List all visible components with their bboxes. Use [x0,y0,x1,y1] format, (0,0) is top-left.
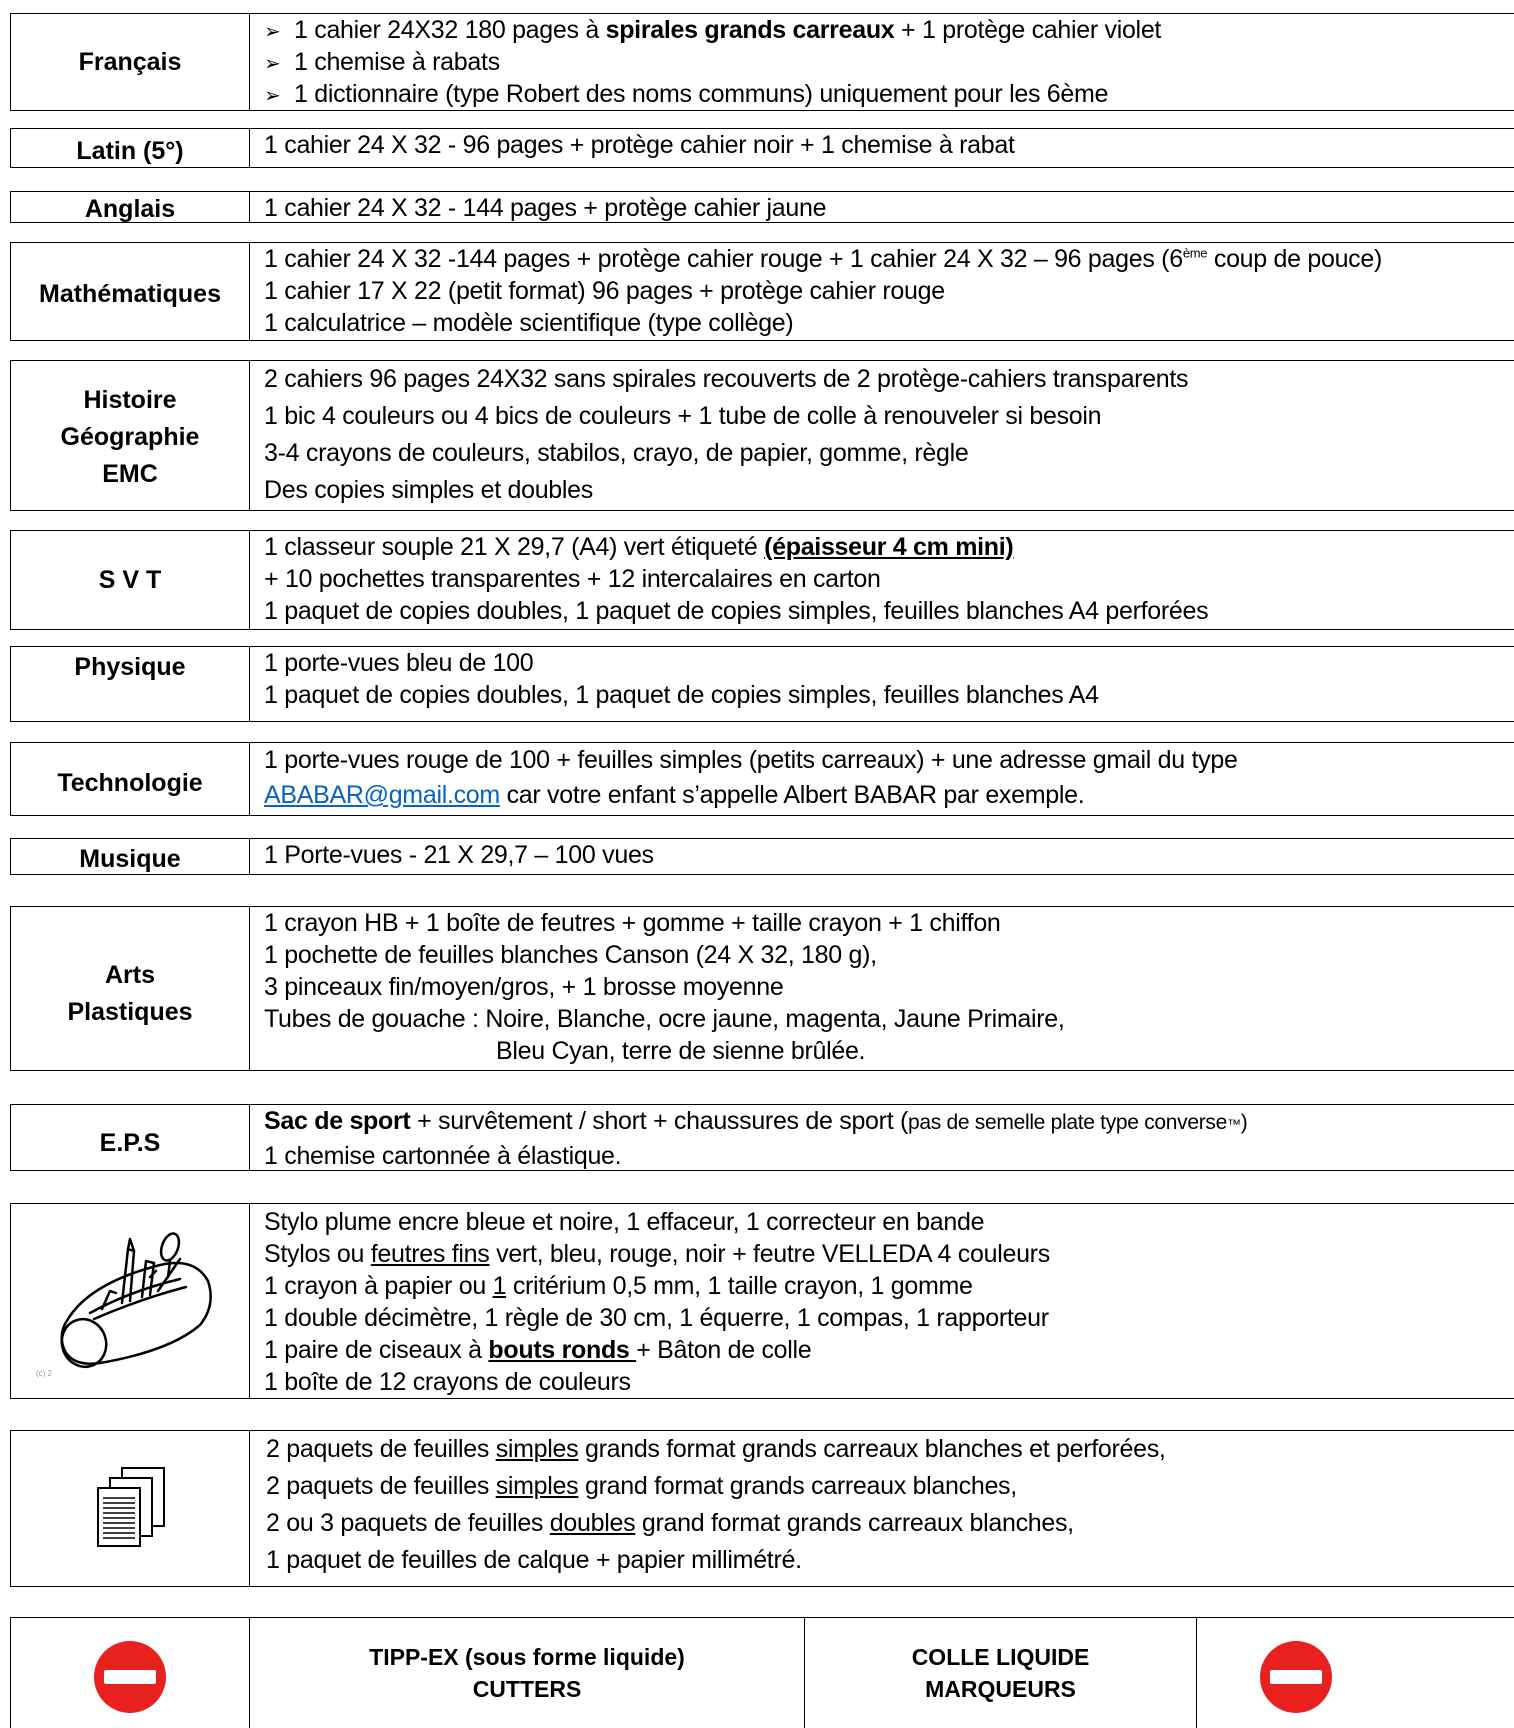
subject-eps: E.P.S [11,1105,250,1170]
forbidden-item: MARQUEURS [925,1676,1076,1702]
anglais-items [250,192,1514,222]
pencil-case-cell [11,1204,250,1398]
arts-items [250,907,1514,1070]
list-item: 2 ou 3 paquets de feuilles doubles grand format grands carreaux blanches, [266,1509,1074,1537]
musique-items [250,839,1514,874]
list-item: 1 paquet de feuilles de calque + papier millimétré. [266,1546,802,1574]
maths-items [250,243,1514,340]
no-entry-right-cell [1197,1618,1514,1728]
maths-table [10,242,1514,341]
trousse-table [10,1203,1514,1399]
technologie-table [10,742,1514,816]
no-entry-icon [1258,1639,1334,1715]
list-item: 1 Porte-vues - 21 X 29,7 – 100 vues [264,841,654,869]
subject-line: EMC [102,460,158,488]
physique-items [250,647,1514,721]
list-item: 1 porte-vues rouge de 100 + feuilles simples (petits carreaux) + une adresse gmail du type [264,746,1238,774]
subject-anglais: Anglais [11,192,250,222]
interdit-items-2 [805,1618,1197,1728]
subject-svt: S V T [11,531,250,629]
francais-table [10,13,1514,111]
list-item: 1 paquet de copies doubles, 1 paquet de copies simples, feuilles blanches A4 [264,681,1099,709]
forbidden-item: CUTTERS [472,1676,582,1702]
physique-table [10,646,1514,722]
subject-mathematiques: Mathématiques [11,243,250,340]
arrow-bullet-icon: ➢ [264,21,281,43]
list-item: 1 cahier 24 X 32 -144 pages + protège cahier rouge + 1 cahier 24 X 32 – 96 pages (6ème coup de pouce) [264,245,1383,273]
paper-stack-icon [90,1464,170,1554]
subject-latin: Latin (5°) [11,129,250,167]
list-item: ➢ 1 dictionnaire (type Robert des noms communs) uniquement pour les 6ème [264,79,1514,111]
subject-line: Géographie [60,423,200,451]
no-entry-icon [92,1639,168,1715]
trousse-items [250,1204,1514,1398]
list-item: 2 paquets de feuilles simples grands format grands carreaux blanches et perforées, [266,1435,1166,1463]
list-item: Tubes de gouache : Noire, Blanche, ocre jaune, magenta, Jaune Primaire, [264,1005,1065,1033]
forbidden-item: COLLE LIQUIDE [911,1644,1090,1670]
latin-items [250,129,1514,167]
technologie-items [250,743,1514,815]
list-item: 1 boîte de 12 crayons de couleurs [264,1368,631,1396]
subject-histoire-geographie [11,361,250,510]
musique-table [10,838,1514,875]
list-item: Bleu Cyan, terre de sienne brûlée. [496,1037,866,1065]
list-item: 1 crayon HB + 1 boîte de feutres + gomme + taille crayon + 1 chiffon [264,909,1001,937]
subject-line: Arts [104,960,155,989]
email-link[interactable]: ABABAR@gmail.com [264,781,500,809]
list-item: ➢ 1 chemise à rabats [264,47,1514,79]
arrow-bullet-icon: ➢ [264,53,281,75]
list-item: 1 paquet de copies doubles, 1 paquet de copies simples, feuilles blanches A4 perforées [264,597,1209,625]
list-item: 1 cahier 24 X 32 - 96 pages + protège cahier noir + 1 chemise à rabat [264,131,1015,159]
list-item: Sac de sport + survêtement / short + chaussures de sport (pas de semelle plate type converse™) [264,1107,1248,1135]
no-entry-left-cell [11,1618,250,1728]
list-item: 1 crayon à papier ou 1 critérium 0,5 mm, 1 taille crayon, 1 gomme [264,1272,973,1300]
svt-items [250,531,1514,629]
eps-table [10,1104,1514,1171]
list-item: Stylos ou feutres fins vert, bleu, rouge, noir + feutre VELLEDA 4 couleurs [264,1240,1050,1268]
subject-musique: Musique [11,839,250,874]
interdits-row [10,1617,1514,1728]
list-item: 2 paquets de feuilles simples grand format grands carreaux blanches, [266,1472,1017,1500]
arrow-bullet-icon: ➢ [264,85,281,107]
list-item: 1 pochette de feuilles blanches Canson (24 X 32, 180 g), [264,941,877,969]
francais-items [250,14,1514,110]
eps-items [250,1105,1514,1170]
anglais-table [10,191,1514,223]
list-item: 3 pinceaux fin/moyen/gros, + 1 brosse moyenne [264,973,784,1001]
arts-table [10,906,1514,1071]
list-item: 1 bic 4 couleurs ou 4 bics de couleurs + 1 tube de colle à renouveler si besoin [264,402,1102,430]
interdit-items-1 [250,1618,805,1728]
list-item: 1 porte-vues bleu de 100 [264,649,534,677]
feuilles-items [250,1431,1514,1586]
icon-caption: (c) 2 [36,1369,52,1378]
subject-line: Plastiques [67,997,193,1026]
subject-technologie: Technologie [11,743,250,815]
list-item: 3-4 crayons de couleurs, stabilos, crayo, de papier, gomme, règle [264,439,969,467]
list-item: Stylo plume encre bleue et noire, 1 effaceur, 1 correcteur en bande [264,1208,985,1236]
list-item: 2 cahiers 96 pages 24X32 sans spirales recouverts de 2 protège-cahiers transparents [264,365,1189,393]
subject-francais: Français [11,14,250,110]
histoire-items [250,361,1514,510]
latin-table [10,128,1514,168]
list-item: Des copies simples et doubles [264,476,593,504]
list-item: 1 double décimètre, 1 règle de 30 cm, 1 équerre, 1 compas, 1 rapporteur [264,1304,1049,1332]
list-item: 1 calculatrice – modèle scientifique (type collège) [264,309,794,337]
forbidden-item: TIPP-EX (sous forme liquide) [369,1644,685,1670]
feuilles-table [10,1430,1514,1587]
subject-line: Histoire [83,386,177,414]
list-item: ABABAR@gmail.com car votre enfant s’appelle Albert BABAR par exemple. [264,781,1085,809]
subject-physique: Physique [11,647,250,721]
svt-table [10,530,1514,630]
list-item: 1 cahier 24 X 32 - 144 pages + protège cahier jaune [264,194,827,222]
subject-arts-plastiques [11,907,250,1070]
paper-stack-cell [11,1431,250,1586]
histoire-table [10,360,1514,511]
list-item: 1 cahier 17 X 22 (petit format) 96 pages + protège cahier rouge [264,277,945,305]
list-item: 1 paire de ciseaux à bouts ronds + Bâton de colle [264,1336,812,1364]
list-item: ➢ 1 cahier 24X32 180 pages à spirales grands carreaux + 1 protège cahier violet [264,15,1514,47]
list-item: 1 chemise cartonnée à élastique. [264,1142,622,1170]
list-item: 1 classeur souple 21 X 29,7 (A4) vert étiqueté (épaisseur 4 cm mini) [264,533,1014,561]
pencil-case-icon [30,1221,230,1381]
list-item: + 10 pochettes transparentes + 12 intercalaires en carton [264,565,881,593]
